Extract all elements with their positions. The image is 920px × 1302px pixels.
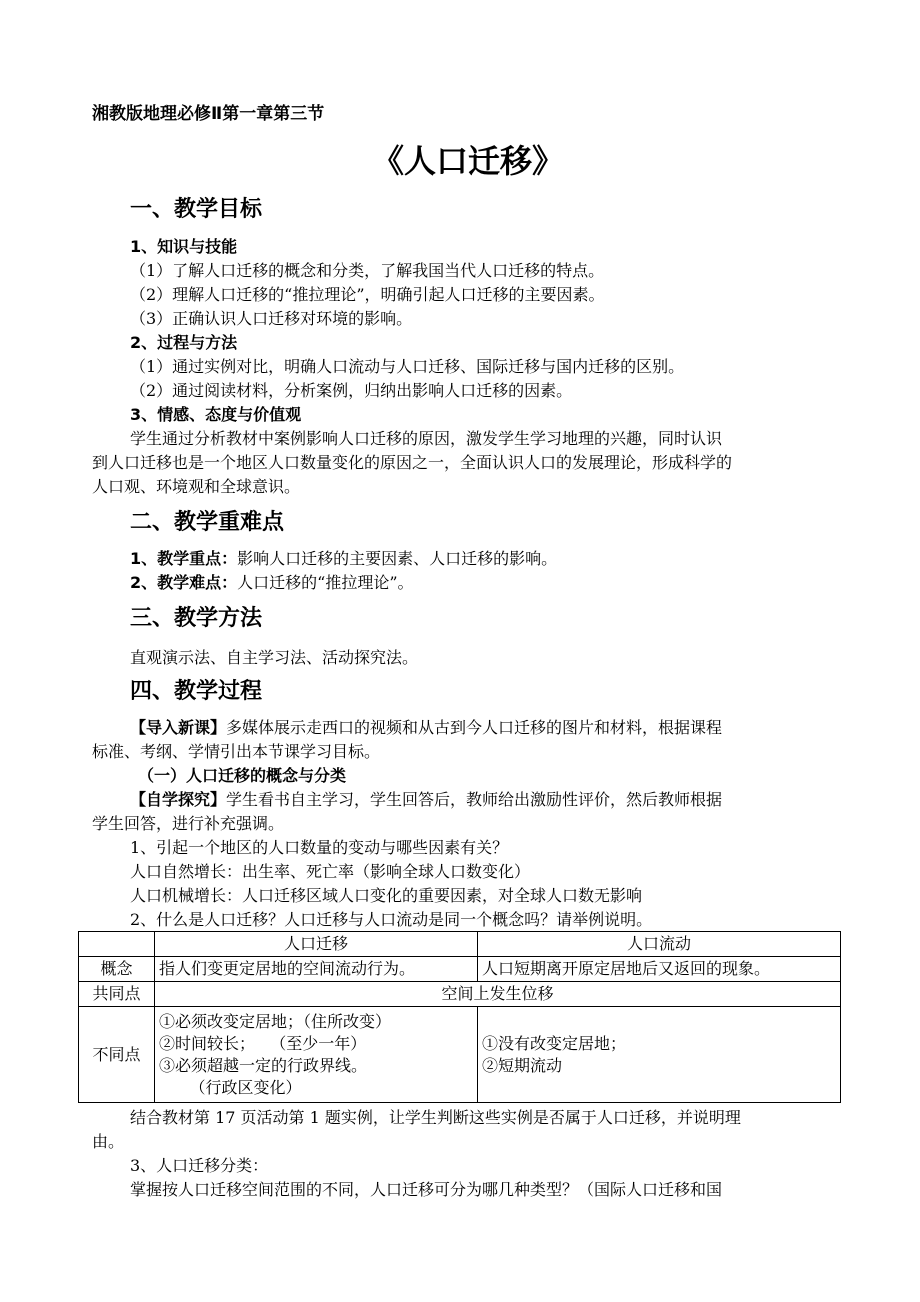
self-study-text: 学生看书自主学习，学生回答后，教师给出激励性评价，然后教师根据 — [226, 790, 723, 809]
cell-line: ③必须超越一定的行政界线。 — [159, 1055, 368, 1075]
methods-text: 直观演示法、自主学习法、活动探究法。 — [130, 648, 419, 667]
key-point-label: 1、教学重点： — [130, 549, 238, 568]
key-point-text: 影响人口迁移的主要因素、人口迁移的影响。 — [237, 549, 558, 568]
table-cell: 空间上发生位移 — [155, 982, 841, 1007]
table-row-label: 概念 — [79, 957, 155, 982]
table-header-flow: 人口流动 — [478, 932, 841, 957]
objective-item: （1）了解人口迁移的概念和分类，了解我国当代人口迁移的特点。 — [130, 261, 605, 280]
document-title: 《人口迁移》 — [372, 142, 565, 180]
paragraph-line: 掌握按人口迁移空间范围的不同，人口迁移可分为哪几种类型？（国际人口迁移和国 — [130, 1180, 723, 1199]
sub-heading-knowledge: 1、知识与技能 — [130, 237, 238, 256]
paragraph-line: 学生回答，进行补充强调。 — [92, 814, 285, 833]
objective-item: （1）通过实例对比，明确人口流动与人口迁移、国际迁移与国内迁移的区别。 — [130, 357, 685, 376]
intro-tag: 【导入新课】 — [130, 718, 227, 737]
table-row-label: 共同点 — [79, 982, 155, 1007]
table-row — [79, 1007, 841, 1103]
cell-line: ②短期流动 — [482, 1055, 563, 1075]
table-row-label: 不同点 — [79, 1007, 155, 1103]
section-heading-methods: 三、教学方法 — [130, 606, 263, 631]
table-header-migration: 人口迁移 — [155, 932, 478, 957]
table-cell-empty — [79, 932, 155, 957]
table-row — [79, 982, 841, 1007]
document-subtitle: 湘教版地理必修Ⅱ第一章第三节 — [92, 104, 325, 124]
self-study-tag: 【自学探究】 — [130, 790, 227, 809]
cell-line: ②时间较长； （至少一年） — [159, 1033, 367, 1053]
self-study-line — [130, 788, 722, 812]
objective-item: （3）正确认识人口迁移对环境的影响。 — [130, 309, 413, 328]
cell-line: （行政区变化） — [159, 1077, 302, 1097]
section-heading-objectives: 一、教学目标 — [130, 197, 263, 222]
table-cell: 指人们变更定居地的空间流动行为。 — [155, 957, 478, 982]
paragraph-line: 学生通过分析教材中案例影响人口迁移的原因，激发学生学习地理的兴趣，同时认识 — [130, 429, 723, 448]
table-cell — [478, 1007, 841, 1103]
sub-heading-process: 2、过程与方法 — [130, 333, 238, 352]
table-row — [79, 957, 841, 982]
objective-item: （2）通过阅读材料，分析案例，归纳出影响人口迁移的因素。 — [130, 381, 573, 400]
part-heading-concept: （一）人口迁移的概念与分类 — [138, 766, 347, 785]
paragraph-line: 标准、考纲、学情引出本节课学习目标。 — [92, 742, 381, 761]
paragraph-line: 人口机械增长：人口迁移区域人口变化的重要因素，对全球人口数无影响 — [130, 886, 643, 905]
paragraph-line: 由。 — [92, 1132, 125, 1151]
intro-text: 多媒体展示走西口的视频和从古到今人口迁移的图片和材料，根据课程 — [226, 718, 723, 737]
cell-line: ①没有改变定居地； — [482, 1033, 627, 1053]
question-line: 1、引起一个地区的人口数量的变动与哪些因素有关？ — [130, 838, 509, 857]
paragraph-line: 人口自然增长：出生率、死亡率（影响全球人口数变化） — [130, 862, 531, 881]
difficulty-label: 2、教学难点： — [130, 573, 238, 592]
comparison-table — [78, 931, 841, 1103]
paragraph-line: 结合教材第 17 页活动第 1 题实例，让学生判断这些实例是否属于人口迁移，并说明理 — [130, 1108, 741, 1127]
sub-heading-attitude: 3、情感、态度与价值观 — [130, 405, 302, 424]
difficulty-line — [130, 571, 414, 595]
question-line: 2、什么是人口迁移？人口迁移与人口流动是同一个概念吗？请举例说明。 — [130, 910, 653, 929]
paragraph-line: 人口观、环境观和全球意识。 — [92, 477, 301, 496]
intro-line — [130, 716, 722, 740]
objective-item: （2）理解人口迁移的“推拉理论”，明确引起人口迁移的主要因素。 — [130, 285, 605, 304]
cell-line: ①必须改变定居地；（住所改变） — [159, 1011, 392, 1031]
paragraph-line: 到人口迁移也是一个地区人口数量变化的原因之一，全面认识人口的发展理论，形成科学的 — [92, 453, 733, 472]
section-heading-process: 四、教学过程 — [130, 679, 263, 704]
table-cell: 人口短期离开原定居地后又返回的现象。 — [478, 957, 841, 982]
table-cell — [155, 1007, 478, 1103]
difficulty-text: 人口迁移的“推拉理论”。 — [237, 573, 414, 592]
key-point-line — [130, 547, 557, 571]
section-heading-key-points: 二、教学重难点 — [130, 510, 285, 535]
table-row — [79, 932, 841, 957]
question-line: 3、人口迁移分类： — [130, 1156, 269, 1175]
